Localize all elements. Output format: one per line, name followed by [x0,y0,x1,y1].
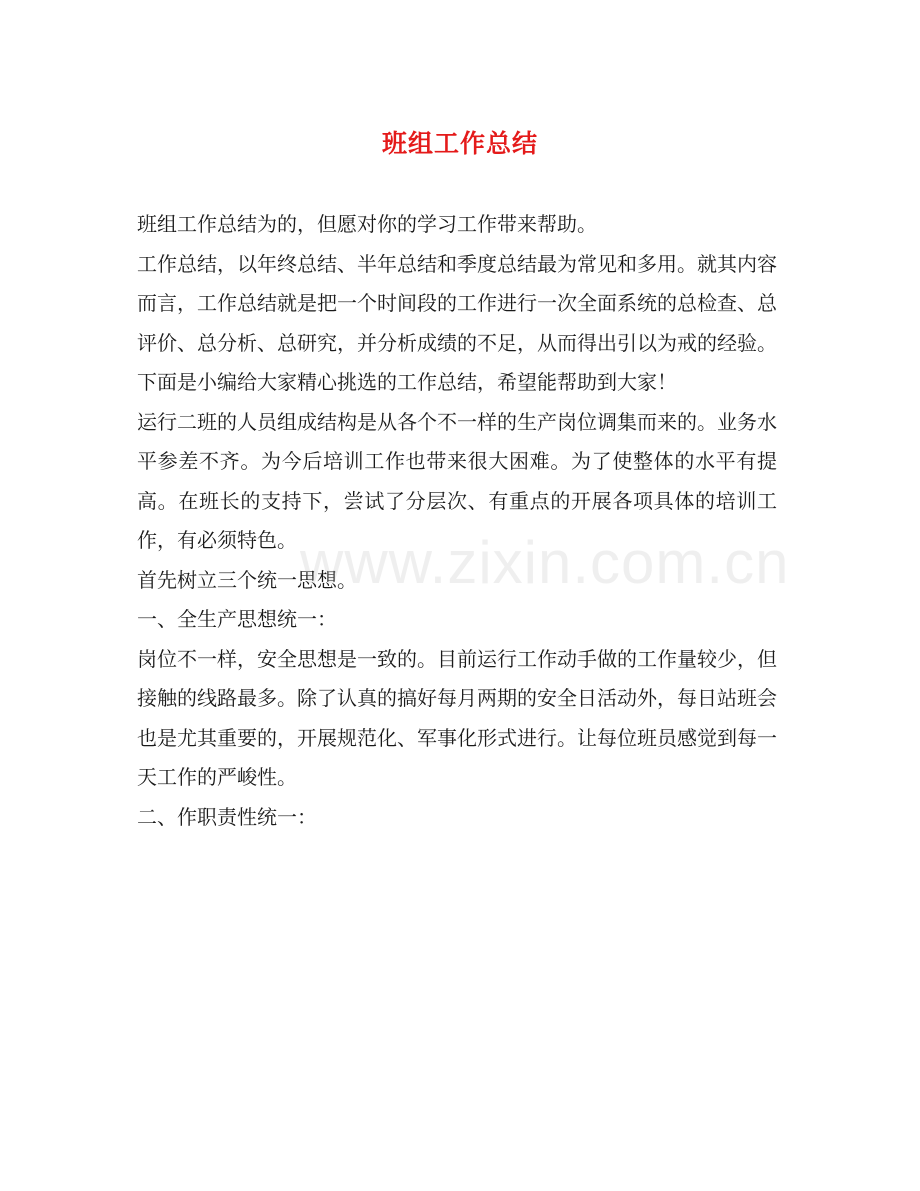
heading-section-two: 二、作职责性统一： [137,804,317,829]
paragraph-three-unified-thoughts: 首先树立三个统一思想。 [137,567,357,592]
paragraph-summary-definition: 工作总结，以年终总结、半年总结和季度总结最为常见和多用。就其内容而言，工作总结就是把一个时间段的工作进行一次全面系统的总检查、总评价、总分析、总研究，并分析成绩的不足，从而得出引以为戒的经验。下面是小编给大家精心挑选的工作总结，希望能帮助到大家！ [137,251,777,394]
paragraph-safety-thought: 岗位不一样，安全思想是一致的。目前运行工作动手做的工作量较少，但接触的线路最多。除了认真的搞好每月两期的安全日活动外，每日站班会也是尤其重要的，开展规范化、军事化形式进行。让每位班员感觉到每一天工作的严峻性。 [137,646,777,789]
document-body [137,205,777,837]
paragraph-team-structure: 运行二班的人员组成结构是从各个不一样的生产岗位调集而来的。业务水平参差不齐。为今后培训工作也带来很大困难。为了使整体的水平有提高。在班长的支持下，尝试了分层次、有重点的开展各项具体的培训工作，有必须特色。 [137,409,777,552]
paragraph-intro: 班组工作总结为的，但愿对你的学习工作带来帮助。 [137,212,597,236]
document-title: 班组工作总结 [381,129,538,158]
watermark: www.zixin.com.cn [300,529,790,596]
heading-section-one: 一、全生产思想统一： [137,607,337,631]
